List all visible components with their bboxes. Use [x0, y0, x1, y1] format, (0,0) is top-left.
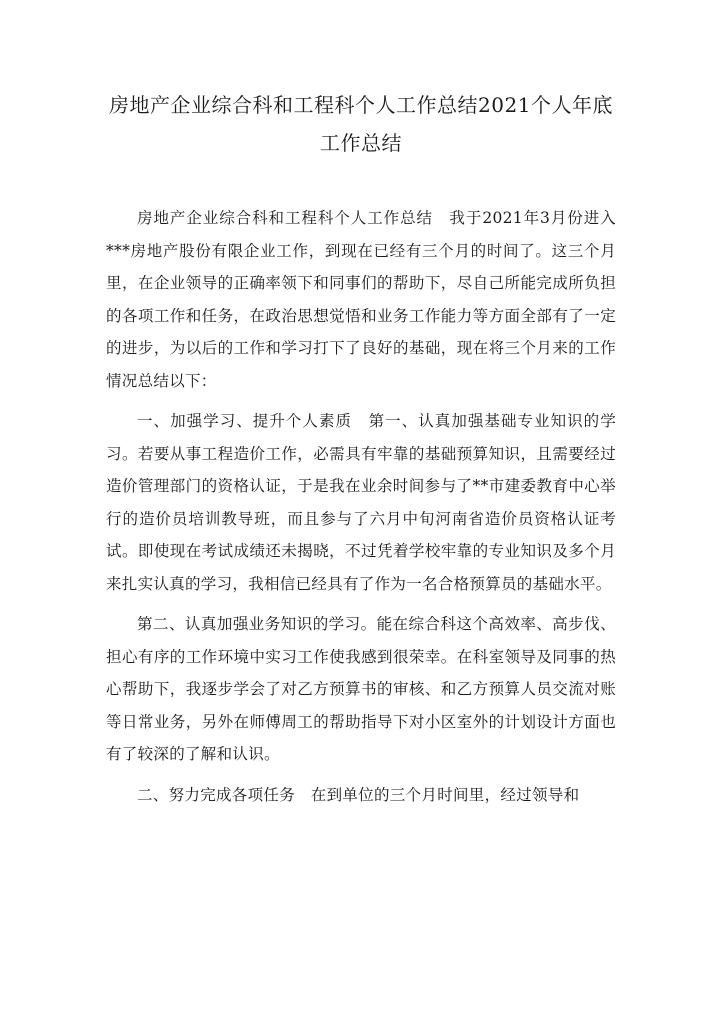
paragraph-section-two: 二、努力完成各项任务 在到单位的三个月时间里，经过领导和 [137, 785, 580, 804]
document-title: 房地产企业综合科和工程科个人工作总结2021个人年底工作总结 [109, 93, 613, 155]
paragraph-section-one: 一、加强学习、提升个人素质 第一、认真加强基础专业知识的学习。若要从事工程造价工作，必需具有牢靠的基础预算知识，且需要经过造价管理部门的资格认证，于是我在业余时间参与了**市建委教育中心举行的造价员培训教导班，而且参与了六月中旬河南省造价员资格认证考试。即使现在考试成绩还未揭晓，不过凭着学校牢靠的专业知识及多个月来扎实认真的学习，我相信已经具有了作为一名合格预算员的基础水平。 [106, 412, 616, 593]
paragraph-section-one-part-two: 第二、认真加强业务知识的学习。能在综合科这个高效率、高步伐、担心有序的工作环境中实习工作使我感到很荣幸。在科室领导及同事的热心帮助下，我逐步学会了对乙方预算书的审核、和乙方预算人员交流对账等日常业务，另外在师傅周工的帮助指导下对小区室外的计划设计方面也有了较深的了解和认识。 [106, 615, 616, 763]
paragraph-intro: 房地产企业综合科和工程科个人工作总结 我于2021年3月份进入***房地产股份有限企业工作，到现在已经有三个月的时间了。这三个月里，在企业领导的正确率领下和同事们的帮助下，尽自己所能完成所负担的各项工作和任务，在政治思想觉悟和业务工作能力等方面全部有了一定的进步，为以后的工作和学习打下了良好的基础，现在将三个月来的工作情况总结以下： [106, 209, 616, 390]
